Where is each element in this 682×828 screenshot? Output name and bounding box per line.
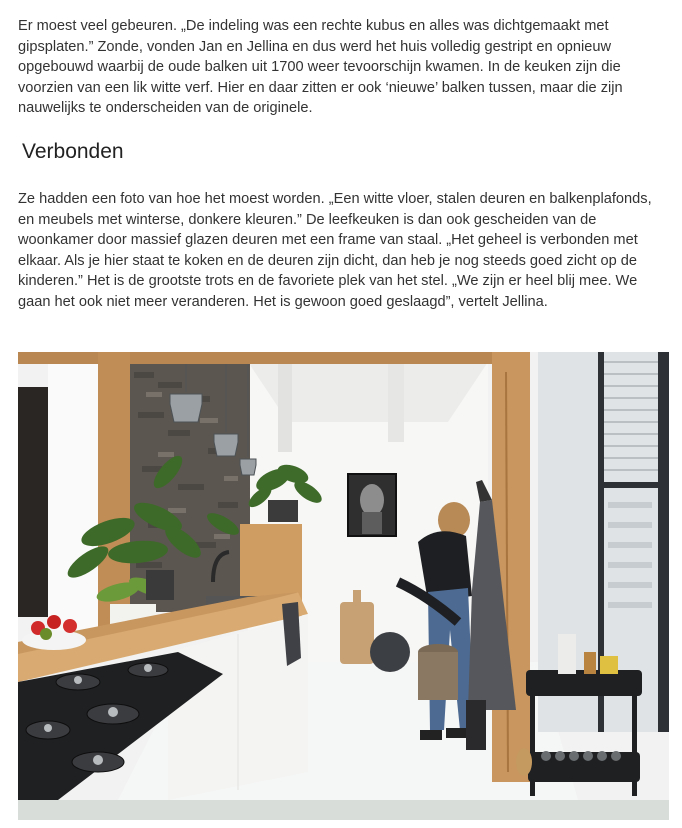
pendant-lamp-2 — [214, 434, 238, 456]
paragraph-verbonden: Ze hadden een foto van hoe het moest worden. „Een witte vloer, stalen deuren en balkenplafonds, en meubels met winterse, donkere kleuren.” De leefkeuken is dan ook gescheiden van de woonkamer door massief glazen deuren met een frame van staal. „Het geheel is verbonden met elkaar. Als je hier staat te koken en de deuren zijn dicht, dan heb je nog steeds goed zicht op de kinderen.” Het is de grootste trots en de favoriete plek van het stel. „We zijn er heel blij mee. We gaan het ook niet meer veranderen. Het is gewoon goed geslaagd”, vertelt Jellina. — [18, 191, 652, 310]
paragraph-renovation: Er moest veel gebeuren. „De indeling was een rechte kubus en alles was dichtgemaakt met gipsplaten.” Zonde, vonden Jan en Jellina en dus werd het huis volledig gestript en opnieuw opgebouwd waarbij de oude balken uit 1700 weer tevoorschijn kwamen. In de keuken zijn die voorzien van een lik witte verf. Hier en daar zitten er ook ‘nieuwe’ balken tussen, maar die zijn nauwelijks te onderscheiden van de originele. — [18, 18, 623, 116]
dark-door — [18, 387, 51, 617]
wooden-beam-top — [18, 352, 508, 364]
pendant-lamp-1 — [170, 394, 202, 422]
caption-bar — [18, 800, 669, 820]
section-heading: Verbonden — [22, 140, 124, 163]
kitchen-photo — [18, 352, 669, 800]
pendant-lamp-3 — [240, 459, 256, 475]
